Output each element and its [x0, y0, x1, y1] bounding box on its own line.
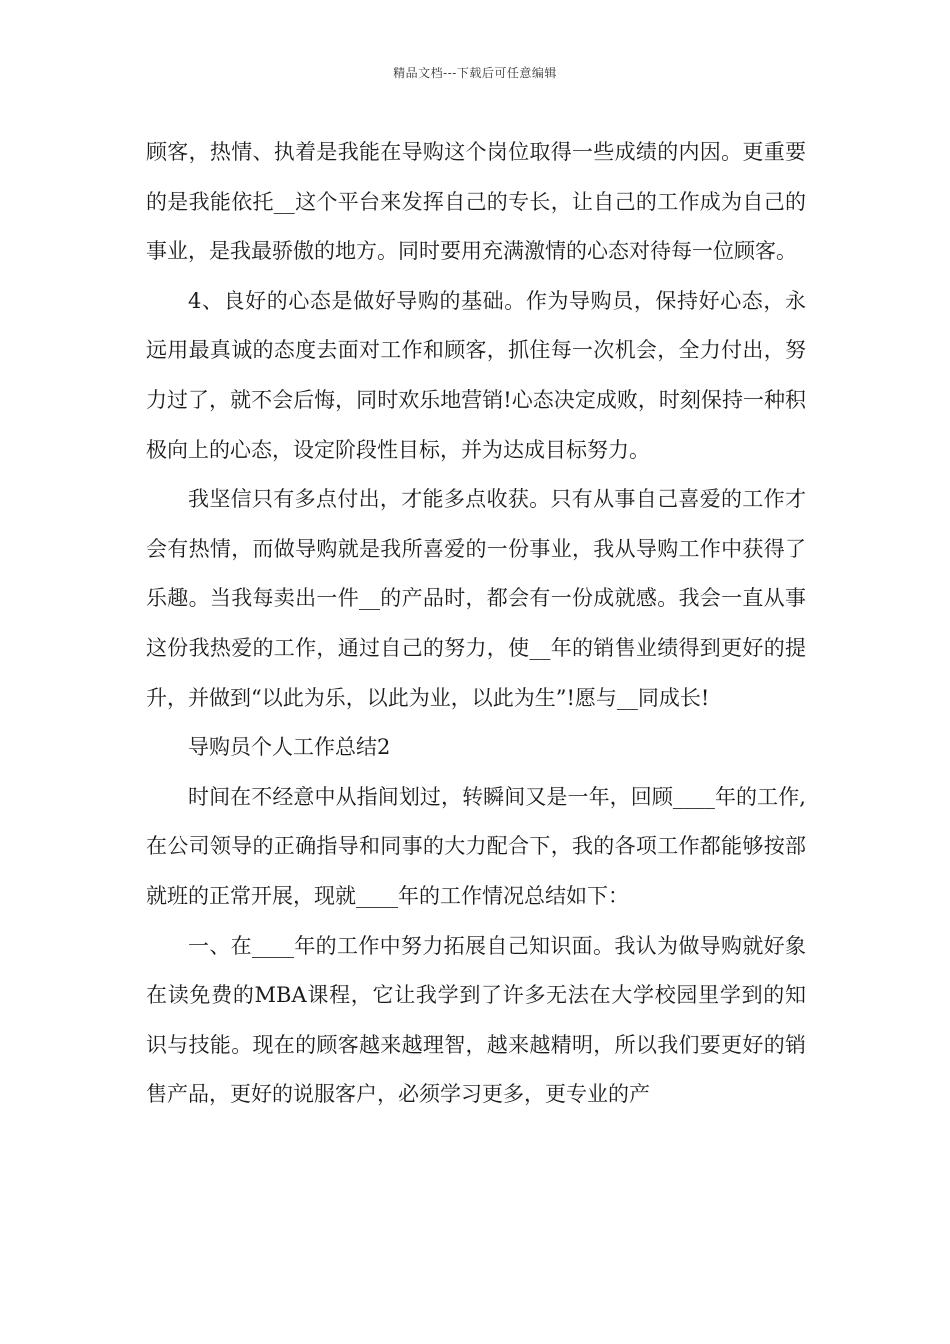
page-header: 精品文档---下载后可任意编辑 [393, 66, 557, 80]
paragraph-knowledge: 一、在____年的工作中努力拓展自己知识面。我认为做导购就好象在读免费的MBA课程，它让我学到了许多无法在大学校园里学到的知识与技能。现在的顾客越来越理智，越来越精明，所以我们要更好的销售产品，更好的说服客户，必须学习更多，更专业的产 [146, 933, 806, 1107]
section-heading: 导购员个人工作总结2 [188, 735, 391, 760]
paragraph-intro: 时间在不经意中从指间划过，转瞬间又是一年，回顾____年的工作,在公司领导的正确指导和同事的大力配合下，我的各项工作都能够按部就班的正常开展，现就____年的工作情况总结如下： [146, 784, 806, 908]
paragraph-mindset: 4、良好的心态是做好导购的基础。作为导购员，保持好心态，永远用最真诚的态度去面对工作和顾客，抓住每一次机会，全力付出，努力过了，就不会后悔，同时欢乐地营销!心态决定成败，时刻保持一种积极向上的心态，设定阶段性目标，并为达成目标努力。 [146, 288, 806, 462]
document-body [146, 128, 806, 1120]
paragraph-belief: 我坚信只有多点付出，才能多点收获。只有从事自己喜爱的工作才会有热情，而做导购就是我所喜爱的一份事业，我从导购工作中获得了乐趣。当我每卖出一件__的产品时，都会有一份成就感。我会一直从事这份我热爱的工作，通过自己的努力，使__年的销售业绩得到更好的提升，并做到“以此为乐，以此为业，以此为生”!愿与__同成长! [146, 487, 806, 710]
paragraph-continuation: 顾客，热情、执着是我能在导购这个岗位取得一些成绩的内因。更重要的是我能依托__这个平台来发挥自己的专长，让自己的工作成为自己的事业，是我最骄傲的地方。同时要用充满激情的心态对待每一位顾客。 [146, 140, 806, 264]
